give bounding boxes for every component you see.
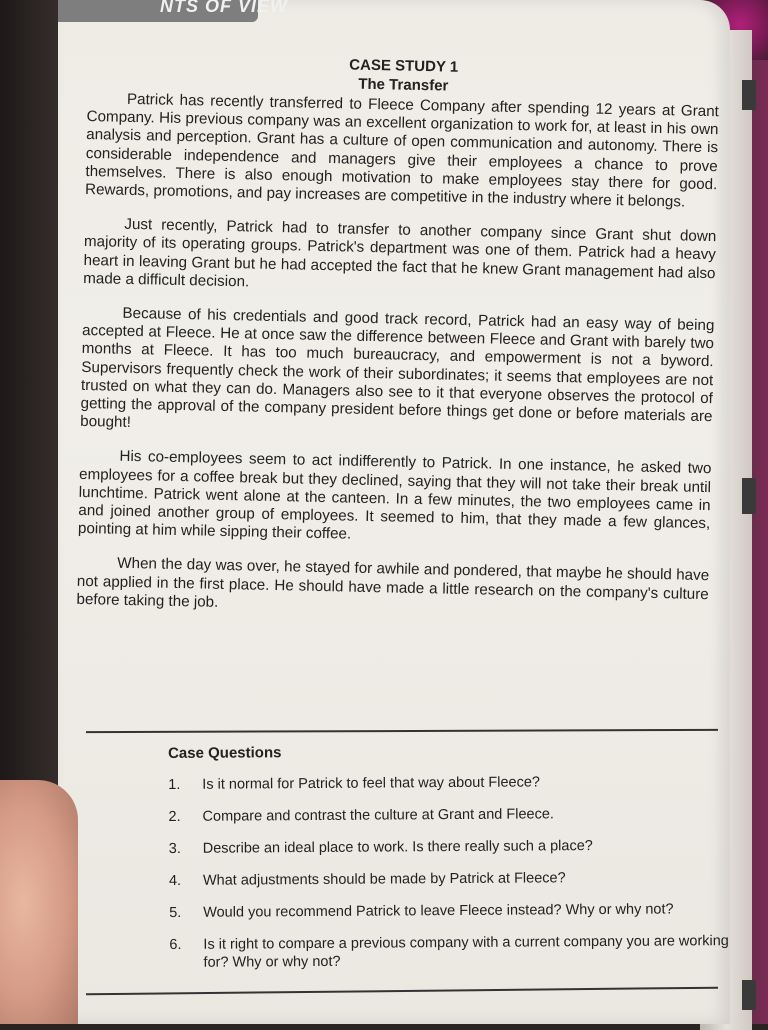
question-item (168, 772, 728, 794)
question-item (168, 804, 728, 826)
case-study (76, 50, 720, 638)
running-header: NTS OF VIEW (160, 0, 288, 16)
question-number: 4. (168, 872, 182, 889)
paragraph: Patrick has recently transferred to Fleece Company after spending 12 years at Grant Company. His previous company was an excellent organization to work for, at least in his own analysis and perception. Grant has a culture of open communication and autonomy. There is considerable independence and managers give their employees a chance to prove themselves. There is also enough motivation to make employees stay there for good. Rewards, promotions, and pay increases are competitive in the industry where it belongs. (84, 90, 720, 211)
finger-thumb (0, 780, 78, 1024)
question-text: What adjustments should be made by Patrick at Fleece? (202, 870, 566, 889)
paragraph: When the day was over, he stayed for awhile and pondered, that maybe he should have not applied in the first place. He should have made a little research on the company's culture before taking the job. (76, 555, 710, 611)
page-edge-mark (742, 80, 756, 110)
question-number: 6. (169, 936, 182, 953)
case-title: The Transfer (358, 75, 449, 95)
page-edge-mark (742, 478, 756, 514)
case-questions (168, 741, 730, 986)
question-item (169, 868, 729, 890)
divider-bottom (86, 987, 718, 996)
question-number: 3. (168, 840, 181, 857)
case-label: CASE STUDY 1 (349, 56, 459, 76)
question-text: Is it right to compare a previous company with a current company you are working for? Why or why not? (203, 933, 729, 971)
question-text: Compare and contrast the culture at Grant and Fleece. (202, 806, 554, 825)
divider-top (86, 729, 718, 733)
question-text: Is it normal for Patrick to feel that way about Fleece? (202, 774, 541, 793)
question-number: 5. (169, 904, 182, 921)
question-text: Describe an ideal place to work. Is there really such a place? (202, 838, 593, 857)
question-number: 1. (168, 776, 181, 793)
question-text: Would you recommend Patrick to leave Fleece instead? Why or why not? (203, 901, 674, 921)
question-item (169, 836, 729, 858)
question-number: 2. (168, 808, 181, 825)
paragraph: His co-employees seem to act indifferently to Patrick. In one instance, he asked two employees for a coffee break but they declined, saying that they will not take their break until lunchtime. Patrick went alone at the canteen. In a few minutes, the two employees came in and joined another group of employees. It seemed to him, that they made a few glances, pointing at him while sipping their coffee. (77, 448, 712, 543)
paragraph: Because of his credentials and good track record, Patrick had an easy way of being accepted at Fleece. He at once saw the difference between Fleece and Grant with barely two months at Fleece. It has too much bureaucracy, and empowerment is not a byword. Supervisors frequently check the work of their subordinates; it seems that employees are not trusted on what they can do. Managers also see to it that everyone observes the protocol of getting the approval of the company president before things get done or before materials are bought! (80, 304, 715, 432)
question-item (169, 932, 729, 972)
book-page (58, 0, 730, 1024)
paragraph: Just recently, Patrick had to transfer to another company since Grant shut down majority of its operating groups. Patrick's department was one of them. Patrick had a heavy heart in leaving Grant but he had accepted the fact that he knew Grant management had also made a difficult decision. (83, 216, 717, 291)
question-item (169, 900, 729, 922)
questions-title: Case Questions (168, 744, 282, 762)
page-edge-mark (742, 980, 756, 1010)
